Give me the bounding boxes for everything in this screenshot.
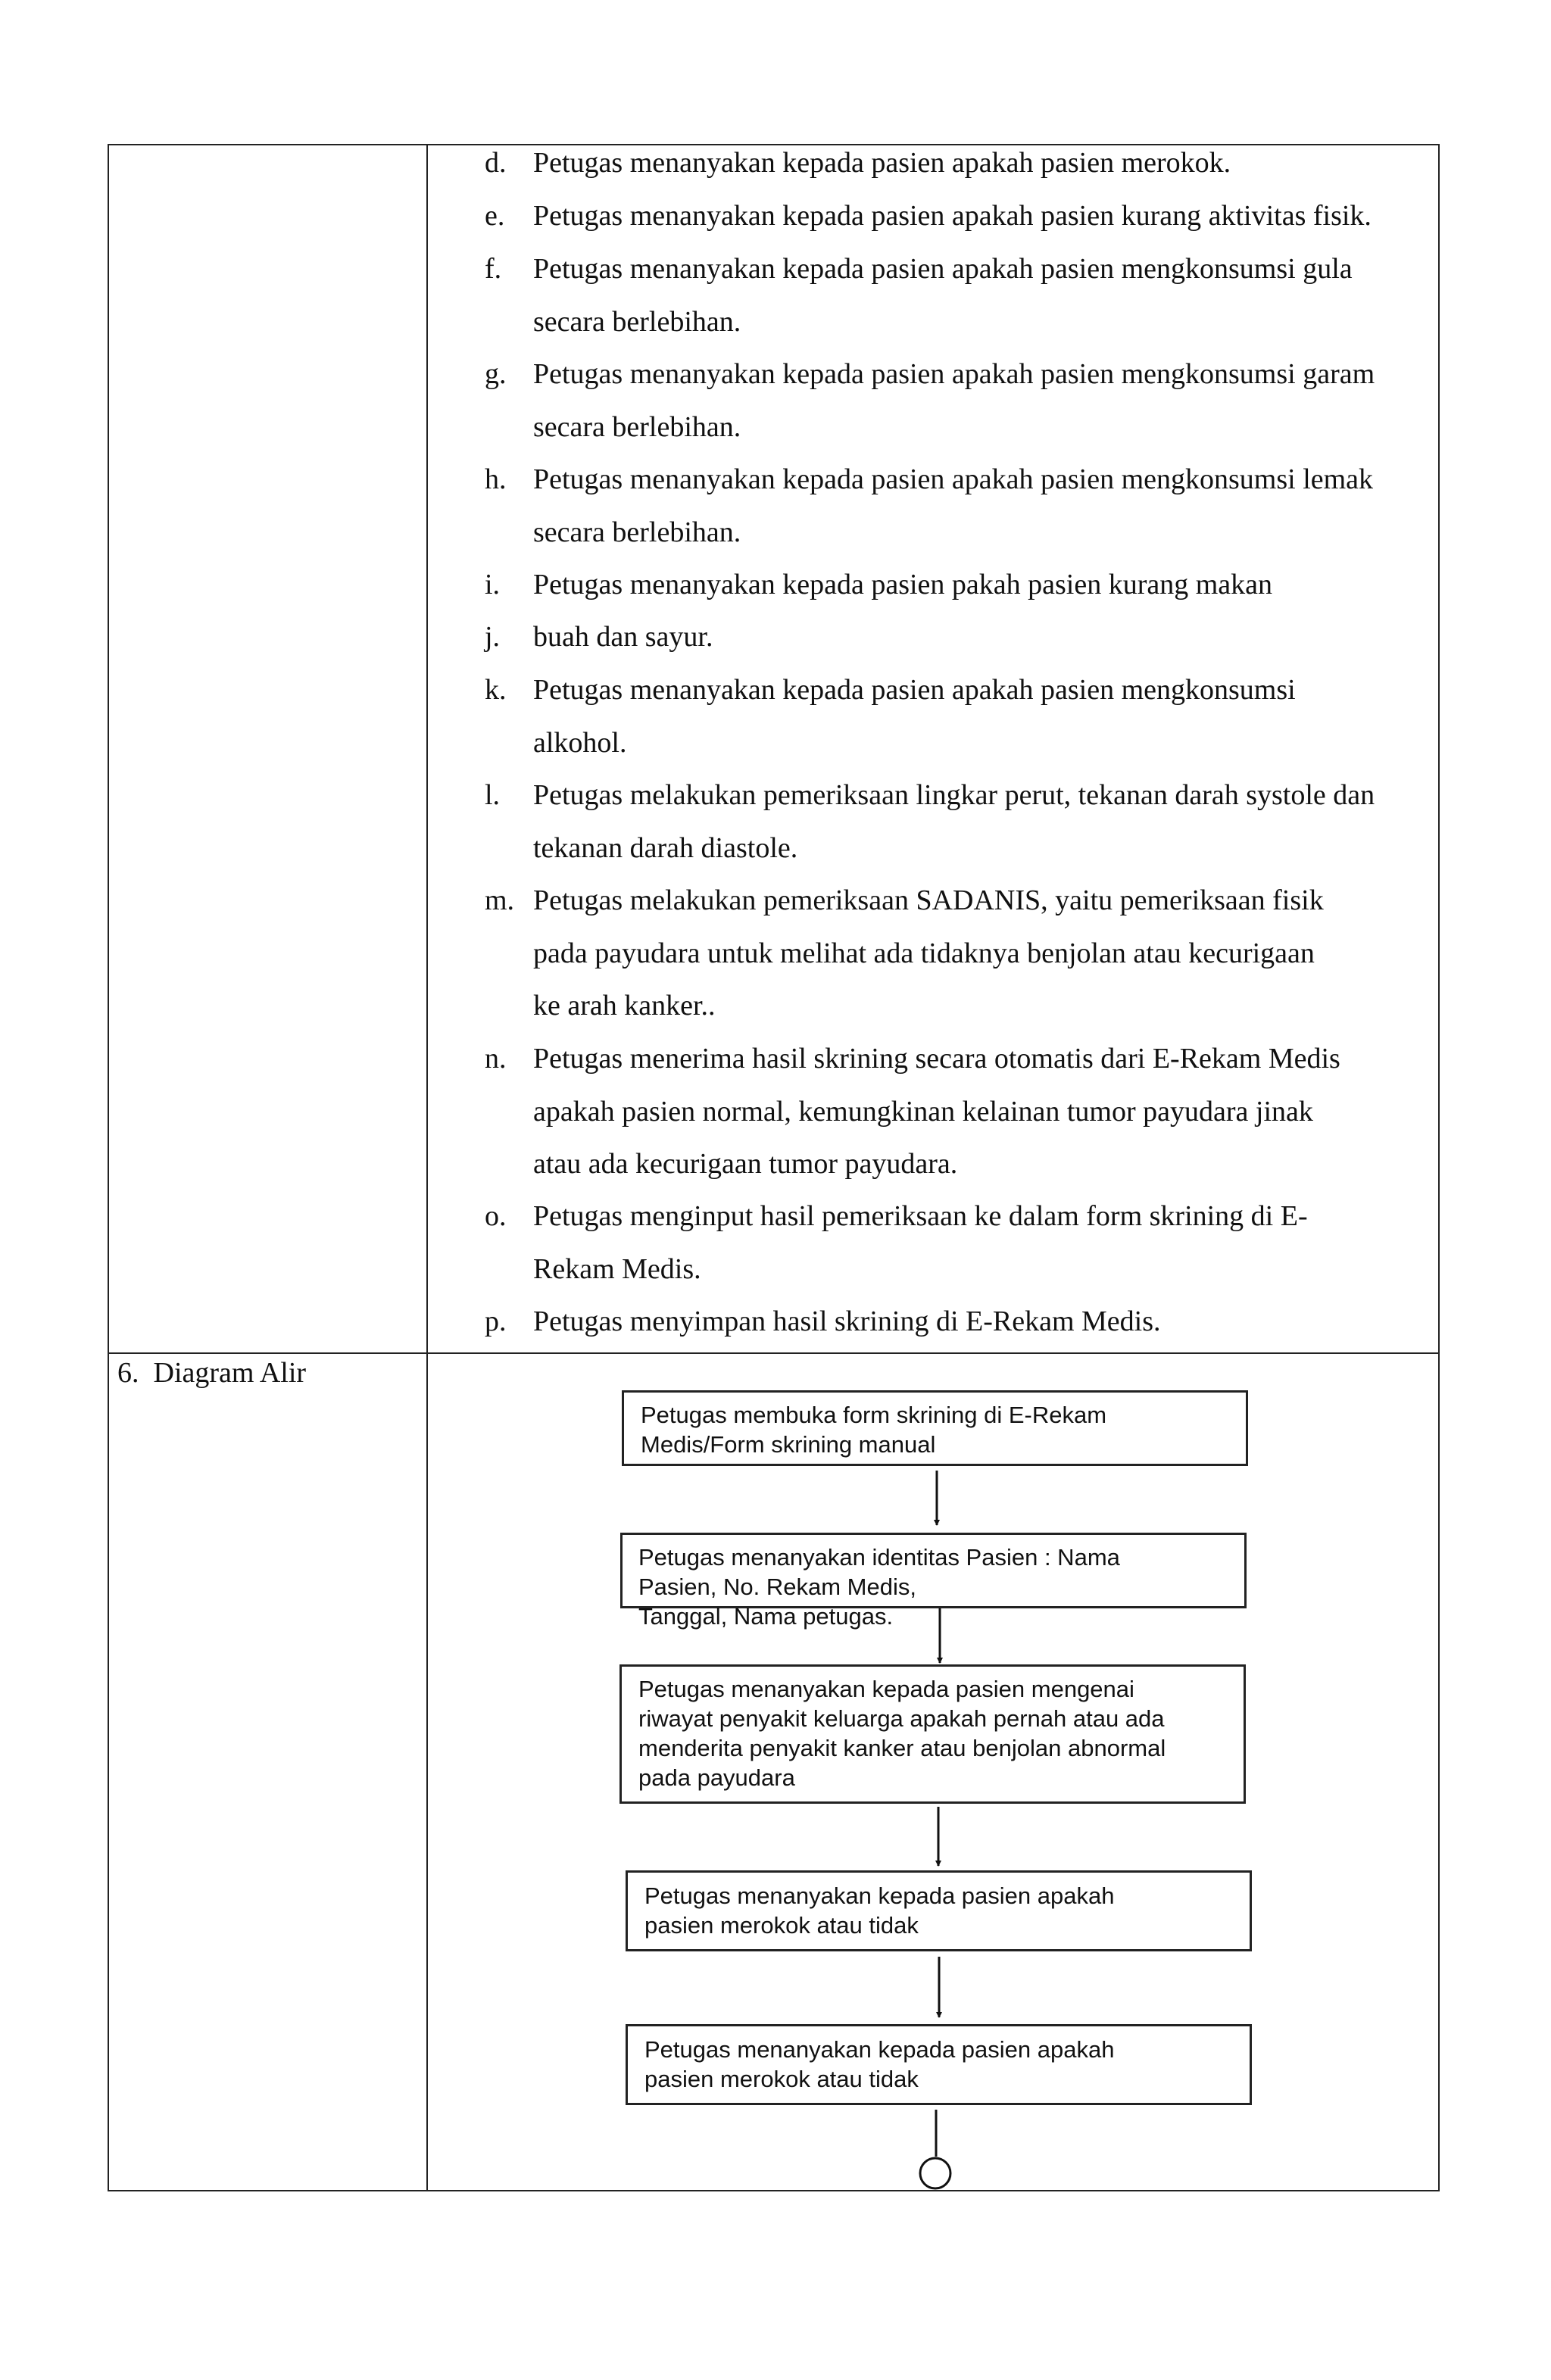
list-marker: g. — [485, 358, 507, 390]
flow-text-line: pasien merokok atau tidak — [644, 2066, 919, 2092]
list-line: buah dan sayur. — [533, 621, 713, 653]
flow-text-line: Pasien, No. Rekam Medis, — [638, 1574, 916, 1600]
flow-text-line: pada payudara — [638, 1764, 795, 1791]
flow-box-text — [644, 1881, 1114, 1940]
flow-text-line: menderita penyakit kanker atau benjolan abnormal — [638, 1735, 1166, 1761]
flow-text-line: Medis/Form skrining manual — [641, 1431, 936, 1458]
list-marker: l. — [485, 779, 501, 811]
flow-box-text — [638, 1674, 1166, 1792]
flow-text-line: Petugas membuka form skrining di E-Rekam — [641, 1402, 1107, 1428]
list-line: atau ada kecurigaan tumor payudara. — [533, 1148, 958, 1180]
list-line: Rekam Medis. — [533, 1253, 701, 1285]
list-marker: p. — [485, 1305, 507, 1337]
list-marker: f. — [485, 253, 502, 285]
off-page-connector — [920, 2158, 950, 2188]
flow-text-line: pasien merokok atau tidak — [644, 1912, 919, 1939]
list-line: secara berlebihan. — [533, 411, 741, 443]
list-line: Petugas menyimpan hasil skrining di E-Rekam Medis. — [533, 1305, 1161, 1337]
flow-box-text — [641, 1400, 1106, 1459]
list-marker: n. — [485, 1043, 507, 1075]
list-line: alkohol. — [533, 727, 627, 759]
list-line: Petugas menanyakan kepada pasien apakah pasien mengkonsumsi — [533, 674, 1296, 706]
list-line: secara berlebihan. — [533, 306, 741, 338]
list-line: Petugas melakukan pemeriksaan lingkar perut, tekanan darah systole dan — [533, 779, 1375, 811]
list-line: apakah pasien normal, kemungkinan kelainan tumor payudara jinak — [533, 1096, 1313, 1128]
section-number: 6. — [117, 1357, 139, 1389]
list-marker: j. — [485, 621, 501, 653]
list-marker: h. — [485, 463, 507, 495]
list-marker: m. — [485, 884, 515, 916]
flow-text-line: riwayat penyakit keluarga apakah pernah atau ada — [638, 1705, 1165, 1732]
list-line: secara berlebihan. — [533, 516, 741, 548]
section-title: Diagram Alir — [153, 1357, 307, 1389]
list-line: Petugas menginput hasil pemeriksaan ke dalam form skrining di E- — [533, 1200, 1308, 1232]
list-line: Petugas menanyakan kepada pasien apakah pasien mengkonsumsi gula — [533, 253, 1353, 285]
list-line: tekanan darah diastole. — [533, 832, 798, 864]
list-line: ke arah kanker.. — [533, 990, 716, 1022]
list-line: Petugas menanyakan kepada pasien apakah pasien mengkonsumsi lemak — [533, 463, 1374, 495]
list-line: Petugas menanyakan kepada pasien apakah pasien kurang aktivitas fisik. — [533, 200, 1372, 232]
flow-text-line: Petugas menanyakan identitas Pasien : Nama — [638, 1544, 1120, 1571]
list-line: Petugas menerima hasil skrining secara otomatis dari E-Rekam Medis — [533, 1043, 1340, 1075]
list-line: Petugas menanyakan kepada pasien apakah pasien merokok. — [533, 147, 1231, 179]
list-marker: k. — [485, 674, 507, 706]
flow-box-text — [644, 2035, 1114, 2094]
list-marker: i. — [485, 569, 501, 600]
list-line: Petugas menanyakan kepada pasien apakah pasien mengkonsumsi garam — [533, 358, 1375, 390]
list-marker: e. — [485, 200, 505, 232]
flow-text-line: Tanggal, Nama petugas. — [638, 1603, 894, 1630]
list-marker: d. — [485, 147, 507, 179]
flow-text-line: Petugas menanyakan kepada pasien apakah — [644, 1882, 1115, 1909]
list-marker: o. — [485, 1200, 507, 1232]
list-line: pada payudara untuk melihat ada tidaknya benjolan atau kecurigaan — [533, 937, 1315, 969]
flow-text-line: Petugas menanyakan kepada pasien apakah — [644, 2036, 1115, 2063]
list-line: Petugas menanyakan kepada pasien pakah pasien kurang makan — [533, 569, 1273, 600]
flow-text-line: Petugas menanyakan kepada pasien mengenai — [638, 1676, 1134, 1702]
flow-box-text — [638, 1542, 1120, 1631]
list-line: Petugas melakukan pemeriksaan SADANIS, yaitu pemeriksaan fisik — [533, 884, 1324, 916]
